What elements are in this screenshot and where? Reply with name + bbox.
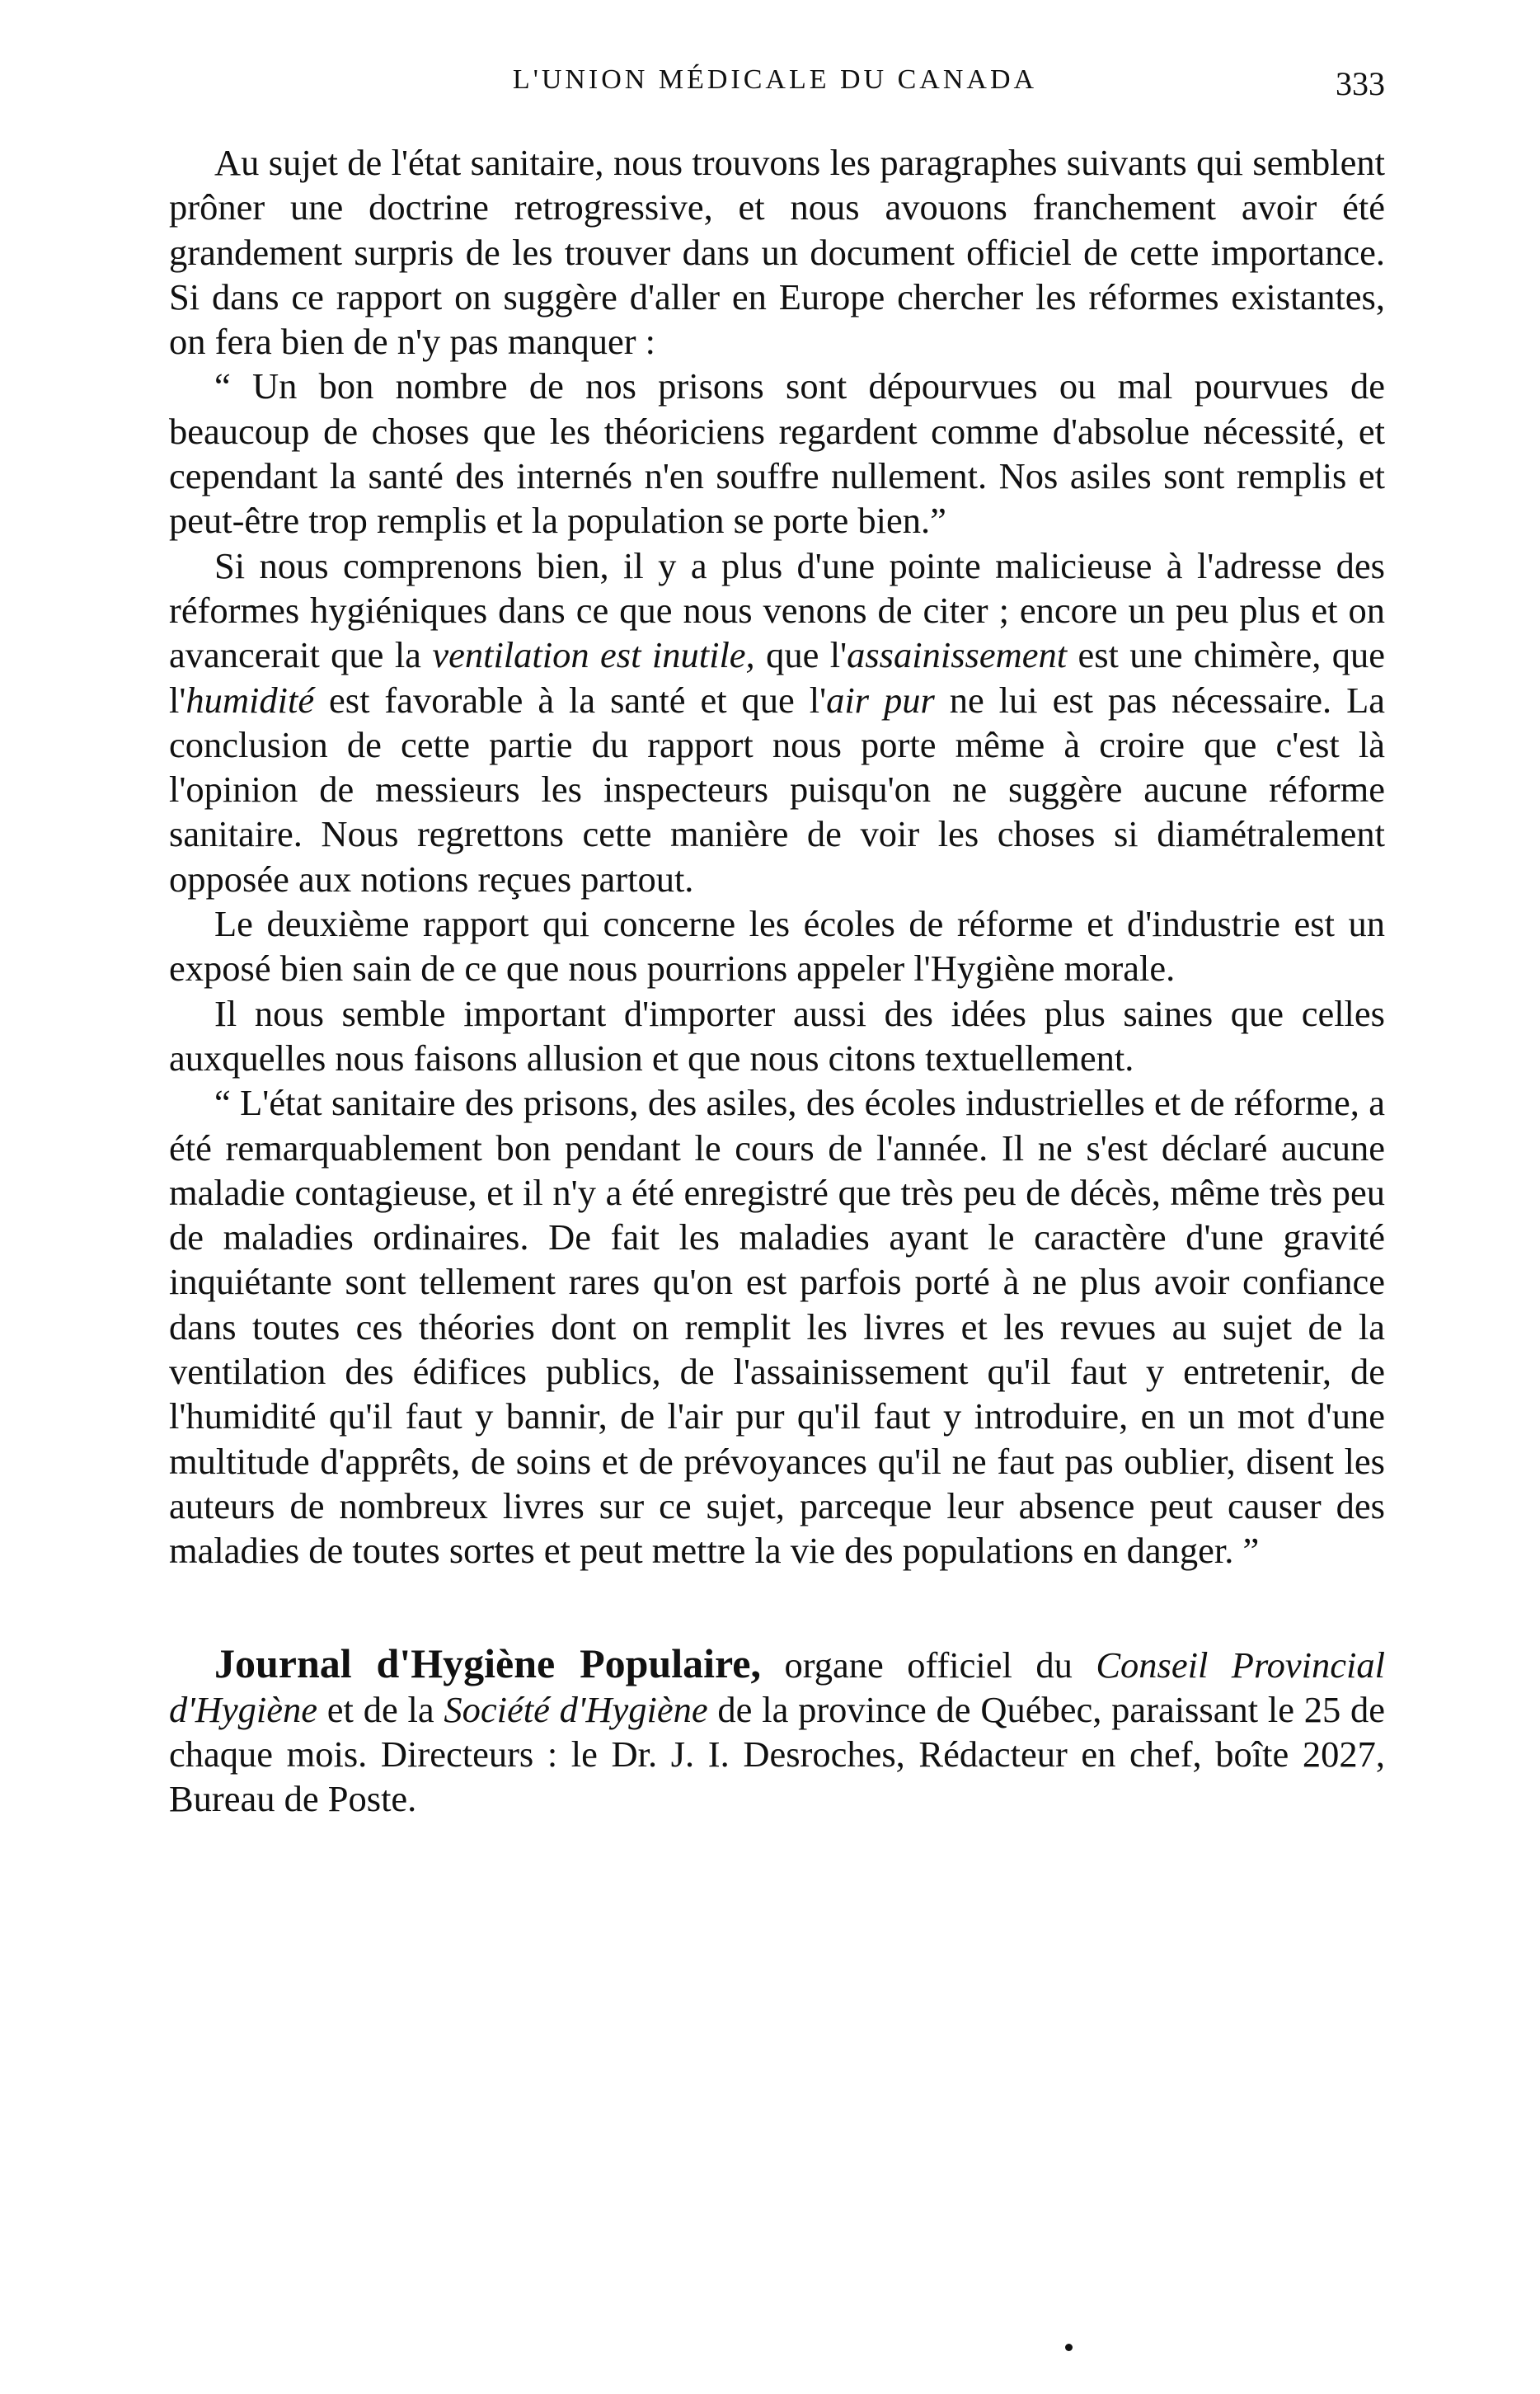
- body-text: [169, 140, 1385, 1822]
- notice-emphasis-societe: Société d'Hygiène: [444, 1688, 708, 1730]
- emphasis-ventilation: ventilation est inutile,: [432, 634, 755, 676]
- paragraph-2-text-b: que l': [754, 634, 847, 676]
- notice-text-1: organe officiel du: [761, 1644, 1096, 1686]
- paragraph-4: Il nous semble important d'importer aussi des idées plus saines que celles auxquelles nous faisons allusion et que nous citons textuellement.: [169, 992, 1385, 1079]
- paragraph-2-text-e: ne lui est pas nécessaire. La conclusion de cette partie du rapport nous porte même à croire que c'est là l'opinion de messieurs les inspecteurs puisqu'on ne suggère aucune réforme sanitaire. Nous regrettons cette manière de voir les choses si diamétralement opposée aux notions reçues partout.: [169, 679, 1385, 900]
- emphasis-air-pur: air pur: [826, 679, 935, 721]
- paragraph-2: [169, 543, 1385, 901]
- emphasis-humidite: humidité: [185, 679, 315, 721]
- emphasis-assainissement: assainissement: [847, 634, 1068, 676]
- dot-ornament: [1065, 2344, 1073, 2351]
- running-title: L'UNION MÉDICALE DU CANADA: [512, 64, 1038, 95]
- journal-title: Journal d'Hygiène Populaire,: [214, 1639, 761, 1686]
- page-number: 333: [1336, 65, 1385, 102]
- paragraph-2-text-d: est favorable à la santé et que l': [314, 679, 827, 721]
- paragraph-1: Au sujet de l'état sanitaire, nous trouvons les paragraphes suivants qui semblent prôner une doctrine retrogressive, et nous avouons franchement avoir été grandement surpris de les trouver dans un document officiel de cette importance. Si dans ce rapport on suggère d'aller en Europe chercher les réformes existantes, on fera bien de n'y pas manquer :: [169, 142, 1385, 363]
- journal-notice: [169, 1641, 1385, 1822]
- paragraph-2-text-a: Si nous comprenons bien, il y a plus d'une pointe malicieuse à l'adresse des réformes hygiéniques dans ce que nous venons de citer ; encore un peu plus et on avancerait que la: [169, 544, 1385, 676]
- paragraph-2-text-c: est une chimère, que l': [169, 634, 1385, 721]
- paragraph-3: Le deuxième rapport qui concerne les écoles de réforme et d'industrie est un exposé bien sain de ce que nous pourrions appeler l'Hygiène morale.: [169, 903, 1385, 990]
- notice-text-2: et de la: [317, 1688, 444, 1730]
- quote-1: “ Un bon nombre de nos prisons sont dépourvues ou mal pourvues de beaucoup de choses que les théoriciens regardent comme d'absolue nécessité, et cependant la santé des internés n'en souffre nullement. Nos asiles sont remplis et peut-être trop remplis et la population se porte bien.”: [169, 365, 1385, 542]
- notice-text-3: de la province de Québec, paraissant le 25 de chaque mois. Directeurs : le Dr. J. I. Desroches, Rédacteur en chef, boîte 2027, Bureau de Poste.: [169, 1688, 1385, 1820]
- quote-2: “ L'état sanitaire des prisons, des asiles, des écoles industrielles et de réforme, a été remarquablement bon pendant le cours de l'année. Il ne s'est déclaré aucune maladie contagieuse, et il n'y a été enregistré que très peu de décès, même très peu de maladies ordinaires. De fait les maladies ayant le caractère d'une gravité inquiétante sont tellement rares qu'on est parfois porté à ne plus avoir confiance dans toutes ces théories dont on remplit les livres et les revues au sujet de la ventilation des édifices publics, de l'assainissement qu'il faut y entretenir, de l'humidité qu'il faut y bannir, de l'air pur qu'il faut y introduire, en un mot d'une multitude d'apprêts, de soins et de prévoyances qu'il ne faut pas oublier, disent les auteurs de nombreux livres sur ce sujet, parceque leur absence peut causer des maladies de toutes sortes et peut mettre la vie des populations en danger. ”: [169, 1082, 1385, 1572]
- page-header: [165, 64, 1385, 114]
- notice-emphasis-conseil: Conseil Provincial d'Hygiène: [169, 1644, 1386, 1730]
